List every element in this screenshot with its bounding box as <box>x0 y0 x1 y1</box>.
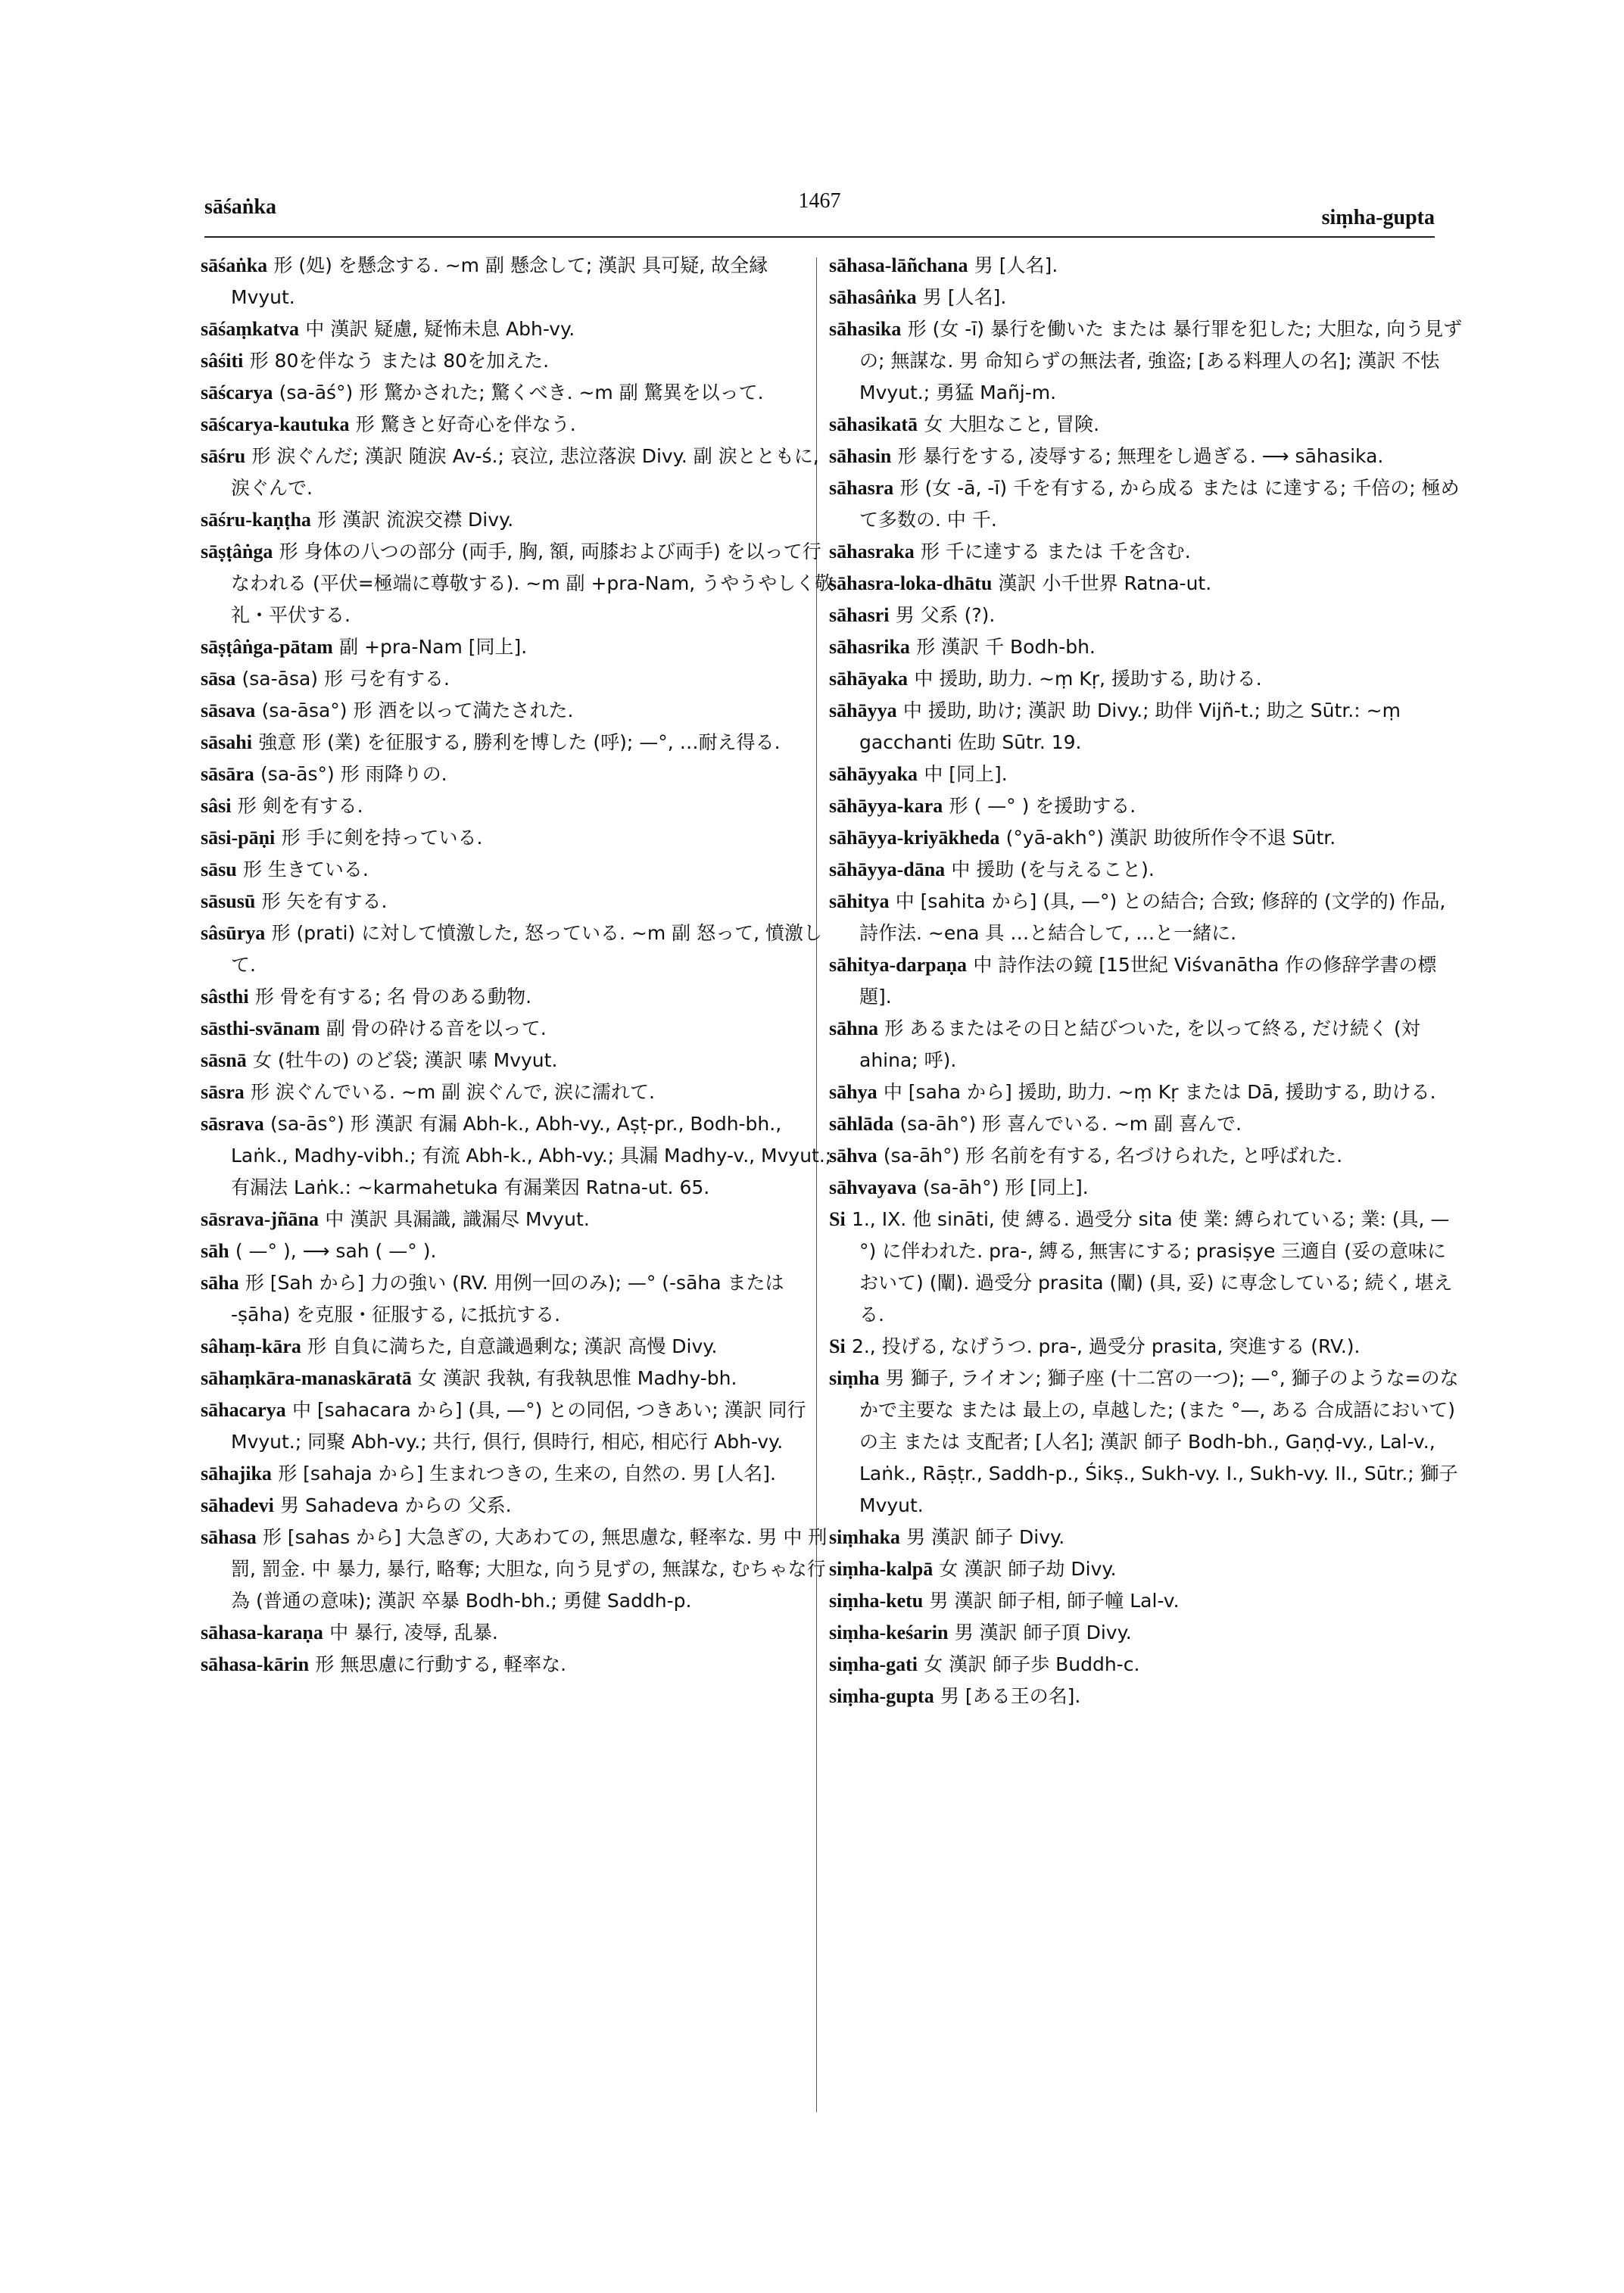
entry-headword: sāhaṃkāra-manaskāratā <box>201 1367 412 1389</box>
entry-definition: 形 無思慮に行動する, 軽率な. <box>315 1653 567 1675</box>
entry-headword: sāhasra <box>829 477 894 499</box>
entry-headword: sāṣṭâṅga-pātam <box>201 636 333 658</box>
entry-headword: sāsava <box>201 699 256 721</box>
entry-headword: sāhāyyaka <box>829 763 918 785</box>
entry-definition: 女 大胆なこと, 冒険. <box>924 413 1100 435</box>
entry-definition: 形 自負に満ちた, 自意識過剰な; 漢訳 高慢 Divy. <box>307 1335 718 1357</box>
entry-headword: sāhasa-kārin <box>201 1653 310 1675</box>
dictionary-entry <box>201 981 837 1013</box>
dictionary-entry <box>201 727 837 759</box>
dictionary-entry <box>829 822 1465 854</box>
dictionary-entry <box>201 313 837 345</box>
dictionary-entry <box>829 472 1465 536</box>
dictionary-entry <box>829 1681 1465 1712</box>
entry-definition: 男 [ある王の名]. <box>940 1685 1081 1707</box>
entry-headword: sāhasrika <box>829 636 910 658</box>
entry-headword: sāhadevi <box>201 1494 274 1516</box>
dictionary-entry <box>829 1108 1465 1140</box>
entry-headword: sāhasâṅka <box>829 286 917 308</box>
dictionary-entry <box>201 377 837 409</box>
dictionary-entry <box>201 1490 837 1522</box>
dictionary-entry <box>829 949 1465 1013</box>
entry-headword: sāśaṃkatva <box>201 318 300 340</box>
dictionary-entry <box>201 1617 837 1649</box>
entry-definition: 形 (処) を懸念する. ~m 副 懸念して; 漢訳 具可疑, 故全縁 Mvyut. <box>231 254 768 308</box>
dictionary-entry <box>201 1331 837 1363</box>
entry-definition: 形 (女 -ā, -ī) 千を有する, から成る または に達する; 千倍の; 極めて多数の. 中 千. <box>859 477 1460 531</box>
right-column <box>829 250 1465 1712</box>
entry-headword: sâsi <box>201 795 232 817</box>
entry-definition: 中 [saha から] 援助, 助力. ~ṃ Kṛ または Dā, 援助する, 助ける. <box>883 1081 1436 1103</box>
entry-headword: Si <box>829 1335 846 1357</box>
entry-definition: (sa-ās°) 形 漢訳 有漏 Abh-k., Abh-vy., Aṣṭ-pr., Bodh-bh., Laṅk., Madhy-vibh.; 有流 Abh-k., Abh-vy.; 具漏 Madhy-v., Mvyut.; 有漏法 Laṅk.: ~karmahetuka 有漏業因 Ratna-ut. 65. <box>231 1113 832 1198</box>
entry-headword: sāhasikatā <box>829 413 918 435</box>
dictionary-entry <box>829 790 1465 822</box>
dictionary-entry <box>201 1013 837 1045</box>
entry-definition: 女 漢訳 師子歩 Buddh-c. <box>924 1653 1140 1675</box>
dictionary-entry <box>201 536 837 631</box>
entry-headword: sāhya <box>829 1081 877 1103</box>
dictionary-entry <box>829 1363 1465 1522</box>
dictionary-entry <box>829 695 1465 759</box>
entry-definition: 中 [同上]. <box>924 763 1008 785</box>
entry-definition: 形 ( —° ) を援助する. <box>949 795 1136 817</box>
entry-headword: sāhasraka <box>829 541 915 562</box>
entry-definition: 漢訳 小千世界 Ratna-ut. <box>998 572 1212 594</box>
dictionary-entry <box>829 759 1465 790</box>
entry-headword: sāhāyaka <box>829 668 909 690</box>
entry-headword: siṃha-gupta <box>829 1685 934 1707</box>
entry-headword: sāhasa-karaṇa <box>201 1622 323 1643</box>
dictionary-entry <box>201 1394 837 1458</box>
entry-definition: 形 (prati) に対して憤激した, 怒っている. ~m 副 怒って, 憤激して. <box>231 922 823 976</box>
entry-definition: 形 涙ぐんだ; 漢訳 随涙 Av-ś.; 哀泣, 悲泣落涙 Divy. 副 涙とともに, 涙ぐんで. <box>231 445 819 499</box>
dictionary-entry <box>829 409 1465 441</box>
dictionary-entry <box>829 250 1465 282</box>
entry-definition: 中 漢訳 疑慮, 疑怖未息 Abh-vy. <box>305 318 575 340</box>
entry-headword: sâśiti <box>201 350 244 372</box>
dictionary-entry <box>829 663 1465 695</box>
entry-definition: 形 生きている. <box>242 858 369 880</box>
entry-headword: sāhāyya <box>829 699 897 721</box>
dictionary-entry <box>201 1235 837 1267</box>
entry-definition: 形 [sahaja から] 生まれつきの, 生来の, 自然の. 男 [人名]. <box>278 1463 776 1485</box>
entry-headword: sāśru <box>201 445 246 467</box>
entry-headword: sâsūrya <box>201 922 266 944</box>
entry-headword: sāhasra-loka-dhātu <box>829 572 993 594</box>
entry-definition: (sa-āś°) 形 驚かされた; 驚くべき. ~m 副 驚異を以って. <box>279 382 764 403</box>
entry-definition: 1., IX. 他 sināti, 使 縛る. 過受分 sita 使 業: 縛られている; 業: (具, —°) に伴われた. pra-, 縛る, 無害にする; prasiṣye 三適自 (妥の意味において) (闡). 過受分 prasita (闡) (具, 妥) に専念している; 続く, 堪える. <box>851 1208 1453 1326</box>
entry-headword: sāhasa <box>201 1526 257 1548</box>
entry-headword: siṃha-keśarin <box>829 1622 949 1643</box>
dictionary-entry <box>201 918 837 981</box>
dictionary-entry <box>201 1267 837 1331</box>
dictionary-entry <box>829 600 1465 631</box>
dictionary-entry <box>201 1076 837 1108</box>
entry-definition: 形 剣を有する. <box>237 795 363 817</box>
entry-definition: 形 千に達する または 千を含む. <box>920 541 1191 562</box>
entry-definition: 男 [人名]. <box>974 254 1058 276</box>
entry-headword: sāśru-kaṇṭha <box>201 509 311 531</box>
entry-headword: sāhitya-darpaṇa <box>829 954 968 976</box>
entry-definition: (sa-āsa) 形 弓を有する. <box>242 668 450 690</box>
dictionary-entry <box>201 441 837 504</box>
entry-definition: 形 身体の八つの部分 (両手, 胸, 額, 両膝および両手) を以って行なわれる (平伏=極端に尊敬する). ~m 副 +pra-Nam, うやうやしく敬礼・平伏する. <box>231 541 834 626</box>
dictionary-entry <box>201 822 837 854</box>
entry-definition: 強意 形 (業) を征服する, 勝利を博した (呼); —°, …耐え得る. <box>258 731 781 753</box>
dictionary-entry <box>201 1363 837 1394</box>
dictionary-entry <box>201 1108 837 1204</box>
entry-headword: sāhāyya-dāna <box>829 858 946 880</box>
entry-headword: sāhlāda <box>829 1113 894 1135</box>
entry-definition: ( —° ), ⟶ sah ( —° ). <box>235 1240 437 1262</box>
dictionary-entry <box>201 1522 837 1617</box>
dictionary-entry <box>829 1204 1465 1331</box>
dictionary-entry <box>201 250 837 313</box>
entry-headword: sāścarya <box>201 382 273 403</box>
entry-headword: sāsi-pāṇi <box>201 827 276 849</box>
entry-headword: sāsthi-svānam <box>201 1017 320 1039</box>
entry-headword: sāsu <box>201 858 237 880</box>
running-head-left: sāśaṅka <box>204 195 276 219</box>
entry-headword: sāścarya-kautuka <box>201 413 350 435</box>
dictionary-entry <box>829 854 1465 886</box>
entry-headword: siṃha-ketu <box>829 1590 924 1612</box>
entry-definition: 形 矢を有する. <box>261 890 388 912</box>
dictionary-entry <box>201 695 837 727</box>
entry-headword: sāha <box>201 1272 239 1294</box>
entry-headword: sâsthi <box>201 986 249 1008</box>
entry-definition: (sa-āsa°) 形 酒を以って満たされた. <box>261 699 574 721</box>
dictionary-entry <box>201 886 837 918</box>
entry-definition: 中 援助 (を与えること). <box>951 858 1155 880</box>
entry-headword: sāśaṅka <box>201 254 268 276</box>
entry-definition: 男 Sahadeva からの 父系. <box>280 1494 512 1516</box>
dictionary-entry <box>829 631 1465 663</box>
entry-definition: 形 (女 -ī) 暴行を働いた または 暴行罪を犯した; 大胆な, 向う見ずの; 無謀な. 男 命知らずの無法者, 強盗; [ある料理人の名]; 漢訳 不怯 Mvyut.; 勇猛 Mañj-m. <box>859 318 1463 403</box>
dictionary-entry <box>201 790 837 822</box>
left-column <box>201 250 837 1681</box>
dictionary-entry <box>201 631 837 663</box>
dictionary-entry <box>201 504 837 536</box>
entry-definition: 中 援助, 助け; 漢訳 助 Divy.; 助伴 Vijñ-t.; 助之 Sūtr.: ~ṃ gacchanti 佐助 Sūtr. 19. <box>859 699 1401 753</box>
entry-definition: (sa-ās°) 形 雨降りの. <box>260 763 447 785</box>
dictionary-entry <box>829 1649 1465 1681</box>
page-number: 1467 <box>798 189 841 213</box>
entry-definition: 副 +pra-Nam [同上]. <box>339 636 528 658</box>
entry-headword: siṃha-kalpā <box>829 1558 934 1580</box>
dictionary-entry <box>201 1045 837 1076</box>
dictionary-entry <box>829 441 1465 472</box>
entry-headword: sāsra <box>201 1081 245 1103</box>
entry-definition: 中 詩作法の鏡 [15世紀 Viśvanātha 作の修辞学書の標題]. <box>859 954 1437 1008</box>
entry-definition: 形 [Sah から] 力の強い (RV. 用例一回のみ); —° (-sāha または -ṣāha) を克服・征服する, に抵抗する. <box>231 1272 784 1326</box>
dictionary-entry <box>201 409 837 441</box>
dictionary-entry <box>829 1522 1465 1553</box>
entry-headword: sāhasa-lāñchana <box>829 254 968 276</box>
entry-headword: sāhitya <box>829 890 890 912</box>
entry-definition: 男 漢訳 師子相, 師子幢 Lal-v. <box>929 1590 1180 1612</box>
entry-definition: 男 獅子, ライオン; 獅子座 (十二宮の一つ); —°, 獅子のような=のなかで主要な または 最上の, 卓越した; (また °—, ある 合成語において) の主 または 支配者; [人名]; 漢訳 師子 Bodh-bh., Gaṇḍ-vy., Lal-v., Laṅk., Rāṣṭr., Saddh-p., Śikṣ., Sukh-vy. I., Sukh-vy. II., Sūtr.; 獅子 Mvyut. <box>859 1367 1459 1516</box>
entry-definition: 2., 投げる, なげうつ. pra-, 過受分 prasita, 突進する (RV.). <box>851 1335 1361 1357</box>
entry-headword: sāhāyya-kriyākheda <box>829 827 1000 849</box>
page-header <box>204 189 1435 235</box>
dictionary-entry <box>201 1204 837 1235</box>
entry-definition: 形 漢訳 流涙交襟 Divy. <box>317 509 514 531</box>
entry-headword: Si <box>829 1208 846 1230</box>
entry-headword: sāsusū <box>201 890 256 912</box>
dictionary-entry <box>201 345 837 377</box>
dictionary-entry <box>829 536 1465 568</box>
dictionary-entry <box>829 1585 1465 1617</box>
dictionary-entry <box>829 1140 1465 1172</box>
entry-definition: 形 涙ぐんでいる. ~m 副 涙ぐんで, 涙に濡れて. <box>251 1081 655 1103</box>
dictionary-entry <box>829 1172 1465 1204</box>
entry-headword: sāh <box>201 1240 229 1262</box>
entry-definition: 形 漢訳 千 Bodh-bh. <box>916 636 1096 658</box>
dictionary-entry <box>829 313 1465 409</box>
entry-definition: 形 [sahas から] 大急ぎの, 大あわての, 無思慮な, 軽率な. 男 中 刑罰, 罰金. 中 暴力, 暴行, 略奪; 大胆な, 向う見ずの, 無謀な, むちゃな行為 (普通の意味); 漢訳 卒暴 Bodh-bh.; 勇健 Saddh-p. <box>231 1526 828 1612</box>
entry-headword: siṃhaka <box>829 1526 900 1548</box>
entry-definition: 形 骨を有する; 名 骨のある動物. <box>254 986 532 1008</box>
dictionary-entry <box>829 568 1465 600</box>
entry-headword: sāsnā <box>201 1049 247 1071</box>
entry-definition: (sa-āh°) 形 喜んでいる. ~m 副 喜んで. <box>899 1113 1242 1135</box>
dictionary-entry <box>201 663 837 695</box>
dictionary-entry <box>829 1013 1465 1076</box>
dictionary-entry <box>829 1553 1465 1585</box>
entry-definition: 女 漢訳 我執, 有我執思惟 Madhy-bh. <box>418 1367 737 1389</box>
entry-headword: sāhasin <box>829 445 892 467</box>
entry-definition: 形 驚きと好奇心を伴なう. <box>355 413 576 435</box>
entry-definition: 男 漢訳 師子 Divy. <box>906 1526 1065 1548</box>
entry-definition: 中 漢訳 具漏識, 識漏尽 Mvyut. <box>325 1208 590 1230</box>
entry-definition: (°yā-akh°) 漢訳 助彼所作令不退 Sūtr. <box>1005 827 1336 849</box>
entry-headword: sāsa <box>201 668 236 690</box>
entry-definition: 女 (牡牛の) のど袋; 漢訳 嗉 Mvyut. <box>252 1049 558 1071</box>
dictionary-entry <box>829 1331 1465 1363</box>
dictionary-entry <box>829 886 1465 949</box>
dictionary-entry <box>829 282 1465 313</box>
dictionary-entry <box>201 854 837 886</box>
entry-definition: 形 暴行をする, 凌辱する; 無理をし過ぎる. ⟶ sāhasika. <box>897 445 1384 467</box>
entry-definition: 中 [sahacara から] (具, —°) との同侶, つきあい; 漢訳 同行 Mvyut.; 同聚 Abh-vy.; 共行, 倶行, 倶時行, 相応, 相応行 Abh-vy. <box>231 1399 806 1453</box>
dictionary-entry <box>829 1617 1465 1649</box>
entry-headword: sâhaṃ-kāra <box>201 1335 301 1357</box>
entry-headword: sāhasika <box>829 318 902 340</box>
entry-definition: 中 援助, 助力. ~ṃ Kṛ, 援助する, 助ける. <box>914 668 1262 690</box>
entry-definition: 男 父系 (?). <box>895 604 996 626</box>
entry-headword: sāṣṭâṅga <box>201 541 273 562</box>
entry-definition: 男 漢訳 師子頂 Divy. <box>954 1622 1132 1643</box>
entry-headword: sāsrava-jñāna <box>201 1208 320 1230</box>
entry-headword: sāhajika <box>201 1463 272 1485</box>
entry-headword: sāhasri <box>829 604 890 626</box>
entry-headword: sāhna <box>829 1017 879 1039</box>
entry-headword: sāhvayava <box>829 1176 917 1198</box>
entry-definition: 形 あるまたはその日と結びついた, を以って終る, だけ続く (対 ahina; 呼). <box>859 1017 1420 1071</box>
entry-definition: 中 [sahita から] (具, —°) との結合; 合致; 修辞的 (文学的) 作品, 詩作法. ~ena 具 …と結合して, …と一緒に. <box>859 890 1446 944</box>
dictionary-entry <box>829 1076 1465 1108</box>
entry-headword: sāhāyya-kara <box>829 795 943 817</box>
entry-definition: 女 漢訳 師子劫 Divy. <box>939 1558 1117 1580</box>
entry-headword: siṃha <box>829 1367 880 1389</box>
entry-definition: (sa-āh°) 形 [同上]. <box>922 1176 1089 1198</box>
entry-headword: sāhacarya <box>201 1399 286 1421</box>
entry-definition: 中 暴行, 凌辱, 乱暴. <box>329 1622 498 1643</box>
entry-headword: sāsāra <box>201 763 254 785</box>
entry-definition: 形 80を伴なう または 80を加えた. <box>249 350 550 372</box>
entry-headword: sāsahi <box>201 731 252 753</box>
dictionary-entry <box>201 1458 837 1490</box>
dictionary-entry <box>201 759 837 790</box>
header-rule <box>204 236 1435 238</box>
entry-definition: 男 [人名]. <box>922 286 1007 308</box>
dictionary-entry <box>201 1649 837 1681</box>
entry-definition: (sa-āh°) 形 名前を有する, 名づけられた, と呼ばれた. <box>883 1145 1343 1167</box>
entry-definition: 副 骨の砕ける音を以って. <box>326 1017 547 1039</box>
running-head-right: siṃha-gupta <box>1321 206 1435 229</box>
entry-headword: sāhva <box>829 1145 877 1167</box>
entry-headword: siṃha-gati <box>829 1653 918 1675</box>
entry-headword: sāsrava <box>201 1113 264 1135</box>
entry-definition: 形 手に剣を持っている. <box>281 827 483 849</box>
